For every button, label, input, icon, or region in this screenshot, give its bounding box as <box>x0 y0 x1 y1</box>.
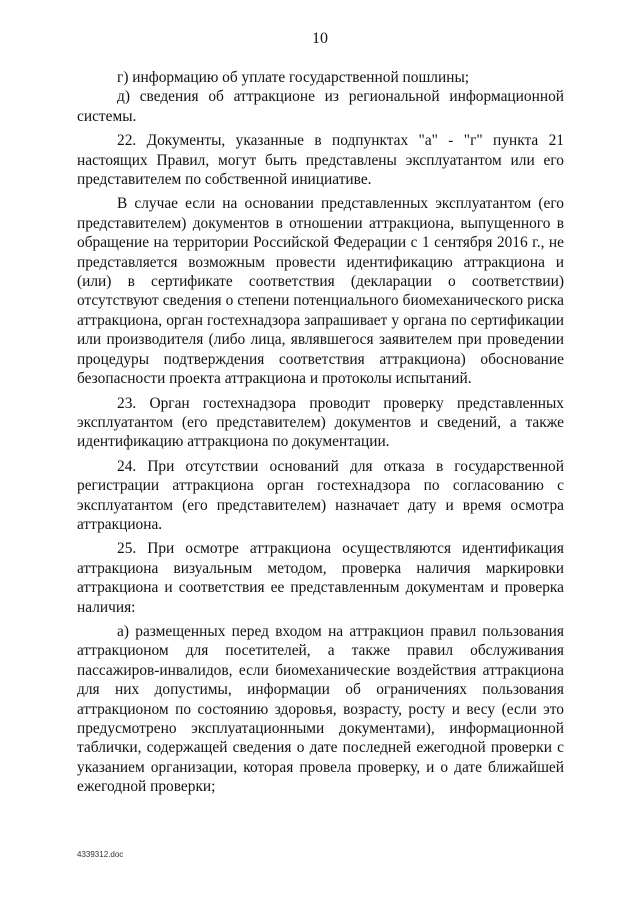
document-body <box>77 68 564 797</box>
paragraph-25-item-a: а) размещенных перед входом на аттракцион правил пользования аттракционом для посетителей, а также правил обслуживания пассажиров-инвалидов, если биомеханические воздействия аттракциона для них допустимы, информации об ограничениях пользования аттракционом по состоянию здоровья, возрасту, росту и весу (если это предусмотрено эксплуатационными документами), информационной таблички, содержащей сведения о дате последней ежегодной проверки с указанием организации, которая провела проверку, и о дате ближайшей ежегодной проверки; <box>77 622 564 796</box>
footer-filename: 4339312.doc <box>77 850 124 859</box>
paragraph-25: 25. При осмотре аттракциона осуществляются идентификация аттракциона визуальным методом, проверка наличия маркировки аттракциона и соответствия ее представленным документам и проверка наличия: <box>77 540 564 616</box>
page-number: 10 <box>312 30 328 47</box>
paragraph-item-g: г) информацию об уплате государственной пошлины; <box>117 69 470 86</box>
paragraph-23: 23. Орган гостехнадзора проводит проверку представленных эксплуатантом (его представителем) документов и сведений, а также идентификацию аттракциона по документации. <box>77 394 564 451</box>
paragraph-22-continued: В случае если на основании представленных эксплуатантом (его представителем) документов в отношении аттракциона, выпущенного в обращение на территории Российской Федерации с 1 сентября 2016 г., не представляется возможным провести идентификацию аттракциона и (или) в сертификате соответствия (декларации о соответствии) отсутствуют сведения о степени потенциального биомеханического риска аттракциона, орган гостехнадзора запрашивает у органа по сертификации или производителя (либо лица, являвшегося заявителем при проведении процедуры подтверждения соответствия аттракциона) обоснование безопасности проекта аттракциона и протоколы испытаний. <box>77 195 564 388</box>
paragraph-24: 24. При отсутствии оснований для отказа в государственной регистрации аттракциона орган гостехнадзора по согласованию с эксплуатантом (его представителем) назначает дату и время осмотра аттракциона. <box>77 457 564 533</box>
paragraph-22: 22. Документы, указанные в подпунктах "а" - "г" пункта 21 настоящих Правил, могут быть представлены эксплуатантом или его представителем по собственной инициативе. <box>77 132 564 189</box>
paragraph-item-d: д) сведения об аттракционе из региональной информационной системы. <box>77 88 564 125</box>
